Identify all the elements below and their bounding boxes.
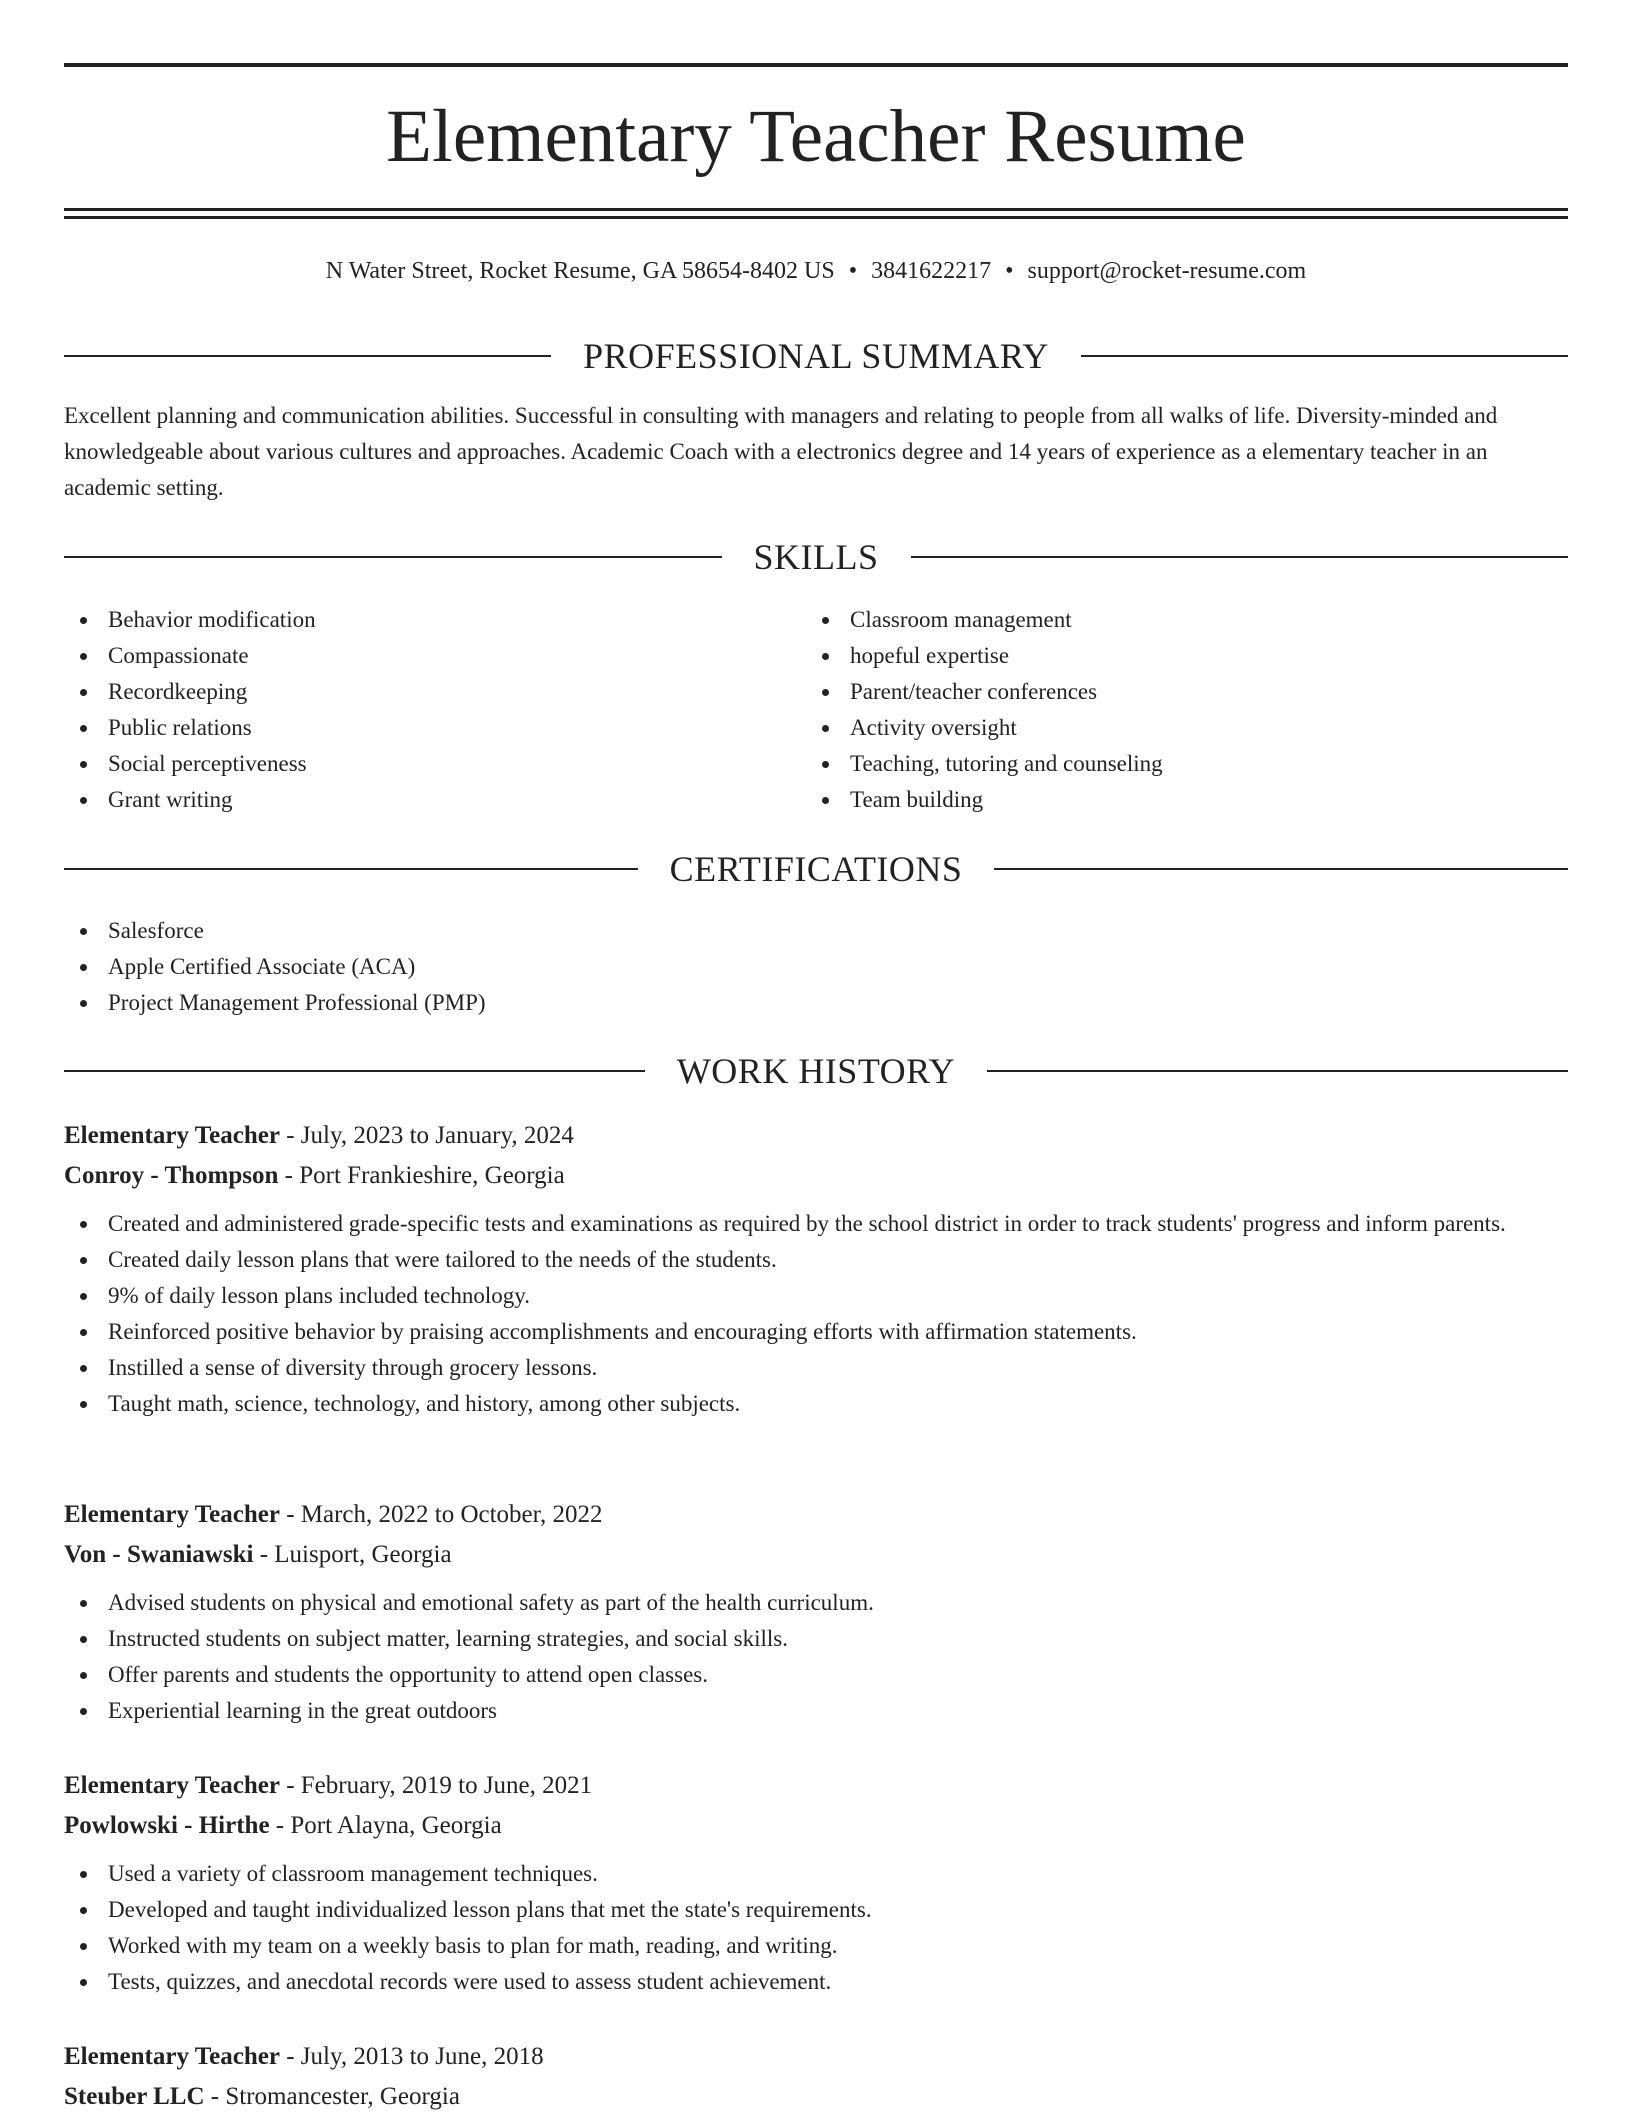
skills-heading-label: SKILLS — [753, 537, 879, 577]
job-entry — [64, 2037, 1568, 2112]
job-duty-item: Offer parents and students the opportunity to attend open classes. — [64, 1657, 1568, 1693]
job-location: - Luisport, Georgia — [253, 1541, 452, 1568]
job-title: Elementary Teacher — [64, 1772, 280, 1799]
job-duty-item: Created and administered grade-specific tests and examinations as required by the school district in order to track students' progress and inform parents. — [64, 1206, 1568, 1242]
page-title: Elementary Teacher Resume — [386, 95, 1246, 178]
heading-rule — [64, 1070, 645, 1072]
job-dates: - March, 2022 to October, 2022 — [279, 1501, 603, 1528]
skill-item: Social perceptiveness — [64, 746, 806, 782]
contact-line — [64, 255, 1568, 287]
job-title: Elementary Teacher — [64, 2043, 280, 2070]
title-rule-lower — [64, 216, 1568, 219]
job-title-line — [64, 1766, 1568, 1806]
certifications-list — [64, 913, 1568, 1021]
job-duty-item: Created daily lesson plans that were tailored to the needs of the students. — [64, 1242, 1568, 1278]
skill-item: Public relations — [64, 710, 806, 746]
certifications-section-heading — [64, 847, 1568, 891]
skills-section-heading — [64, 535, 1568, 579]
certification-item: Project Management Professional (PMP) — [64, 985, 1568, 1021]
contact-email[interactable]: support@rocket-resume.com — [1027, 258, 1307, 284]
job-title-line — [64, 2037, 1568, 2077]
top-rule — [64, 63, 1568, 67]
heading-rule — [987, 1070, 1568, 1072]
job-duty-item: Taught math, science, technology, and history, among other subjects. — [64, 1386, 1568, 1422]
contact-address: N Water Street, Rocket Resume, GA 58654-8402 US — [325, 258, 835, 284]
heading-rule — [994, 868, 1568, 870]
summary-heading-label: PROFESSIONAL SUMMARY — [583, 336, 1049, 376]
job-dates: - July, 2023 to January, 2024 — [279, 1122, 574, 1149]
job-duty-item: Instilled a sense of diversity through grocery lessons. — [64, 1350, 1568, 1386]
certifications-heading-label: CERTIFICATIONS — [669, 849, 963, 889]
certification-item: Salesforce — [64, 913, 1568, 949]
skill-item: Grant writing — [64, 782, 806, 818]
job-entry — [64, 1495, 1568, 1729]
skill-item: Recordkeeping — [64, 674, 806, 710]
job-duty-item: Developed and taught individualized lesson plans that met the state's requirements. — [64, 1892, 1568, 1928]
work-heading-label: WORK HISTORY — [676, 1051, 956, 1091]
job-company-line — [64, 1806, 1568, 1846]
skill-item: hopeful expertise — [806, 638, 1568, 674]
job-duty-item: Advised students on physical and emotional safety as part of the health curriculum. — [64, 1585, 1568, 1621]
title-rule-upper — [64, 208, 1568, 211]
contact-phone: 3841622217 — [871, 258, 992, 284]
job-company-line — [64, 2077, 1568, 2112]
certification-item: Apple Certified Associate (ACA) — [64, 949, 1568, 985]
skill-item: Team building — [806, 782, 1568, 818]
job-duty-item: Tests, quizzes, and anecdotal records were used to assess student achievement. — [64, 1964, 1568, 2000]
heading-rule — [64, 868, 638, 870]
job-entry — [64, 1116, 1568, 1422]
summary-section-heading — [64, 334, 1568, 378]
job-duties-list — [64, 1856, 1568, 2000]
work-section-heading — [64, 1049, 1568, 1093]
job-dates: - July, 2013 to June, 2018 — [279, 2043, 544, 2070]
job-duty-item: Used a variety of classroom management techniques. — [64, 1856, 1568, 1892]
skill-item: Classroom management — [806, 602, 1568, 638]
job-company: Von - Swaniawski — [64, 1541, 254, 1568]
job-duties-list — [64, 1585, 1568, 1729]
heading-rule — [64, 355, 551, 357]
job-location: - Port Frankieshire, Georgia — [278, 1162, 565, 1189]
job-entry — [64, 1766, 1568, 2000]
skill-item: Teaching, tutoring and counseling — [806, 746, 1568, 782]
job-title: Elementary Teacher — [64, 1501, 280, 1528]
job-location: - Port Alayna, Georgia — [269, 1812, 502, 1839]
skill-item: Compassionate — [64, 638, 806, 674]
skills-list-left — [64, 602, 806, 818]
job-title-line — [64, 1495, 1568, 1535]
job-duty-item: Worked with my team on a weekly basis to plan for math, reading, and writing. — [64, 1928, 1568, 1964]
job-company: Steuber LLC — [64, 2083, 205, 2110]
job-company: Conroy - Thompson — [64, 1162, 279, 1189]
contact-separator: • — [848, 258, 858, 284]
contact-separator: • — [1005, 258, 1014, 284]
skill-item: Behavior modification — [64, 602, 806, 638]
heading-rule — [911, 556, 1569, 558]
job-company: Powlowski - Hirthe — [64, 1812, 270, 1839]
job-dates: - February, 2019 to June, 2021 — [279, 1772, 593, 1799]
job-duty-item: Instructed students on subject matter, learning strategies, and social skills. — [64, 1621, 1568, 1657]
skill-item: Activity oversight — [806, 710, 1568, 746]
heading-rule — [1081, 355, 1568, 357]
job-title: Elementary Teacher — [64, 1122, 280, 1149]
job-duty-item: Experiential learning in the great outdoors — [64, 1693, 1568, 1729]
job-duty-item: 9% of daily lesson plans included technology. — [64, 1278, 1568, 1314]
job-location: - Stromancester, Georgia — [204, 2083, 460, 2110]
heading-rule — [64, 556, 722, 558]
job-company-line — [64, 1156, 1568, 1196]
skill-item: Parent/teacher conferences — [806, 674, 1568, 710]
summary-text: Excellent planning and communication abilities. Successful in consulting with managers and relating to people from all walks of life. Diversity-minded and knowledgeable about various cultures and approaches. Academic Coach with a electronics degree and 14 years of experience as a elementary teacher in an academic setting. — [64, 403, 1498, 500]
job-company-line — [64, 1535, 1568, 1575]
job-duty-item: Reinforced positive behavior by praising accomplishments and encouraging efforts with affirmation statements. — [64, 1314, 1568, 1350]
skills-list-right — [806, 602, 1568, 818]
job-duties-list — [64, 1206, 1568, 1422]
job-title-line — [64, 1116, 1568, 1156]
